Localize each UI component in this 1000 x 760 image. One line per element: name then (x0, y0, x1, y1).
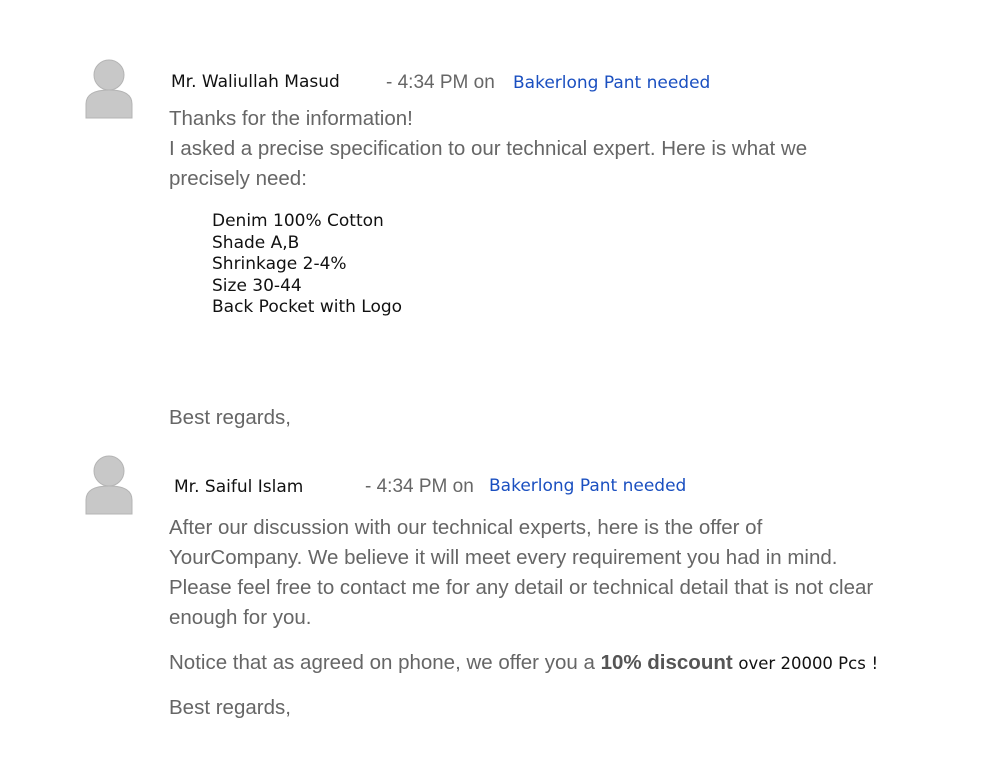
notice-end: ! (871, 654, 879, 673)
thread-link[interactable]: Bakerlong Pant needed (513, 73, 711, 93)
message-line: precisely need: (169, 167, 307, 190)
signoff (169, 403, 291, 433)
author-name[interactable]: Mr. Saiful Islam (174, 477, 304, 497)
notice-line (169, 648, 878, 679)
message-line: YourCompany. We believe it will meet every requirement you had in mind. (169, 546, 838, 569)
signoff (169, 693, 291, 723)
signoff-text: Best regards, (169, 406, 291, 429)
message-line: Thanks for the information! (169, 107, 413, 130)
discount-notice (169, 648, 878, 679)
author-name[interactable]: Mr. Waliullah Masud (171, 72, 340, 92)
spec-item: Size 30-44 (212, 275, 302, 296)
message-line: enough for you. (169, 606, 312, 629)
spec-item: Denim 100% Cotton (212, 211, 384, 231)
message-body (169, 513, 873, 633)
message-line: I asked a precise specification to our technical expert. Here is what we (169, 137, 808, 160)
avatar-icon[interactable] (85, 58, 133, 118)
avatar-icon[interactable] (85, 454, 133, 514)
spec-item: Shade A,B (212, 232, 300, 253)
message-line: After our discussion with our technical experts, here is the offer of (169, 516, 763, 539)
spec-item: Back Pocket with Logo (212, 297, 403, 317)
notice-prefix: Notice that as agreed on phone, we offer you a (169, 651, 595, 674)
message-body (169, 104, 807, 194)
message-timestamp: - 4:34 PM on (386, 72, 495, 93)
discount-highlight: 10% discount (600, 651, 733, 674)
signoff-text: Best regards, (169, 696, 291, 719)
message-line: Please feel free to contact me for any detail or technical detail that is not clear (169, 576, 874, 599)
spec-list (212, 211, 402, 319)
notice-suffix: over 20000 Pcs (738, 654, 866, 673)
thread-link[interactable]: Bakerlong Pant needed (489, 476, 687, 496)
message-timestamp: - 4:34 PM on (365, 476, 474, 497)
spec-item: Shrinkage 2-4% (212, 254, 347, 274)
